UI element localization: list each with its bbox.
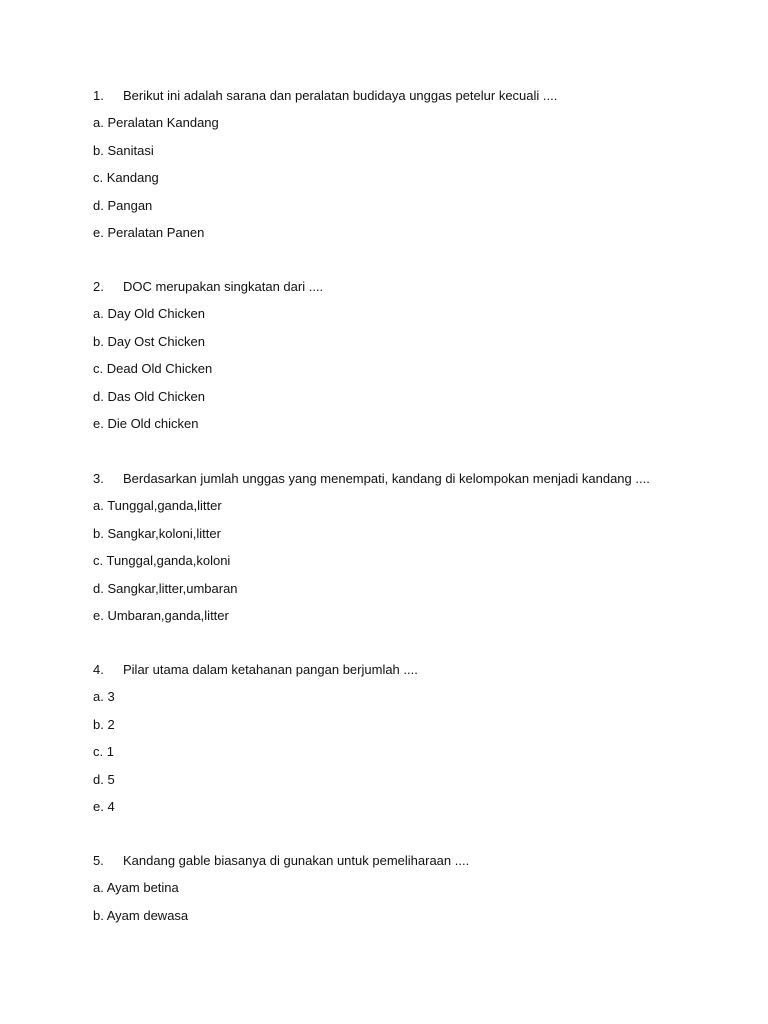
question-line [93, 273, 693, 300]
question-4 [93, 656, 693, 820]
question-text: Berikut ini adalah sarana dan peralatan budidaya unggas petelur kecuali .... [123, 88, 558, 103]
question-line [93, 656, 693, 683]
question-3 [93, 465, 693, 629]
answer-option: e. Die Old chicken [93, 415, 199, 431]
answer-option: d. Das Old Chicken [93, 388, 205, 404]
answer-option: e. Peralatan Panen [93, 224, 205, 240]
answer-option: b. Sanitasi [93, 142, 154, 158]
question-text: Pilar utama dalam ketahanan pangan berjumlah .... [123, 662, 418, 677]
answer-option: a. Day Old Chicken [93, 306, 205, 322]
question-line [93, 465, 693, 492]
answer-option: c. Dead Old Chicken [93, 361, 213, 377]
answer-option: d. 5 [93, 771, 115, 787]
answer-option: b. Ayam dewasa [93, 907, 189, 923]
question-line [93, 82, 693, 109]
answer-option: d. Sangkar,litter,umbaran [93, 580, 238, 596]
question-number: 5. [93, 853, 104, 868]
answer-option: a. Peralatan Kandang [93, 115, 219, 131]
answer-option: d. Pangan [93, 197, 153, 213]
question-text: Berdasarkan jumlah unggas yang menempati, kandang di kelompokan menjadi kandang .... [123, 471, 650, 486]
answer-option: c. 1 [93, 744, 114, 760]
question-number: 4. [93, 662, 104, 677]
answer-option: e. 4 [93, 798, 115, 814]
question-1 [93, 82, 693, 246]
answer-option: a. 3 [93, 689, 115, 705]
question-text: DOC merupakan singkatan dari .... [123, 279, 324, 294]
answer-option: e. Umbaran,ganda,litter [93, 607, 229, 623]
question-2 [93, 273, 693, 437]
answer-option: b. Day Ost Chicken [93, 333, 205, 349]
answer-option: c. Kandang [93, 170, 159, 186]
question-text: Kandang gable biasanya di gunakan untuk pemeliharaan .... [123, 853, 470, 868]
question-number: 3. [93, 471, 104, 486]
question-5 [93, 847, 693, 929]
answer-option: b. Sangkar,koloni,litter [93, 525, 221, 541]
answer-option: a. Ayam betina [93, 880, 179, 896]
answer-option: b. 2 [93, 716, 115, 732]
question-number: 2. [93, 279, 104, 294]
question-line [93, 847, 693, 874]
answer-option: c. Tunggal,ganda,koloni [93, 553, 231, 569]
question-number: 1. [93, 88, 104, 103]
answer-option: a. Tunggal,ganda,litter [93, 498, 222, 514]
